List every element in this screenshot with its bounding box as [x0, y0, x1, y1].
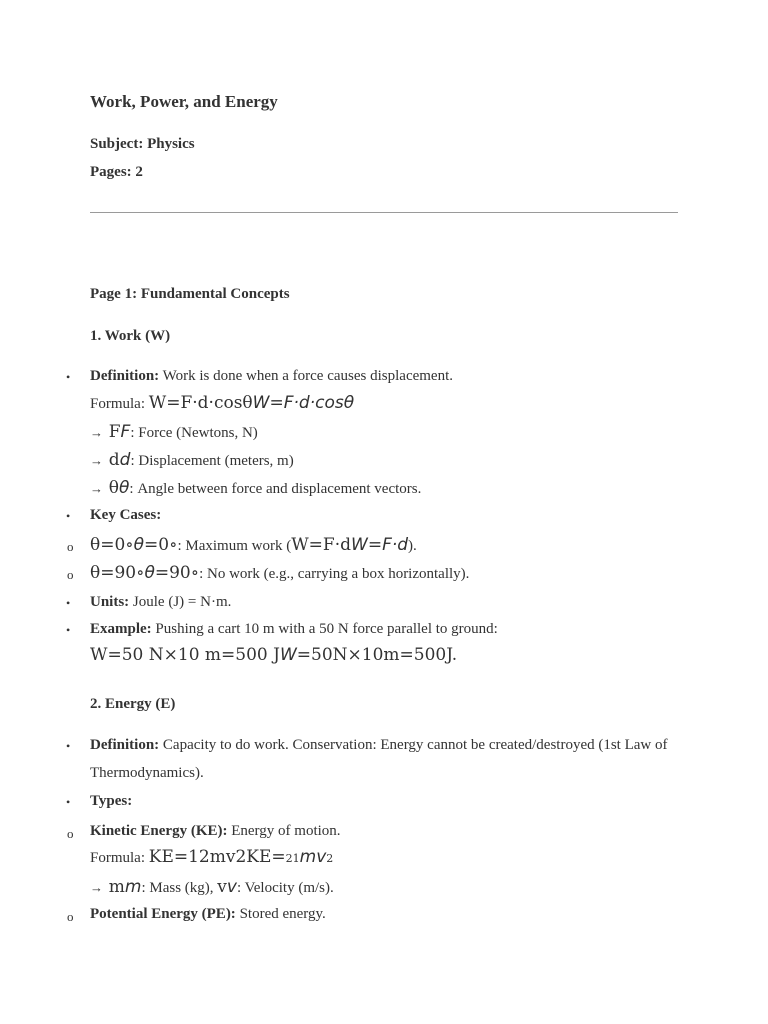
case1-close: ).: [408, 538, 417, 554]
ke-formula-italic: mv: [299, 847, 327, 867]
work-heading: 1. Work (W): [90, 328, 171, 344]
units-line: [90, 594, 231, 611]
circle-bullet-icon: o: [67, 909, 74, 924]
bullet-icon: •: [66, 739, 71, 753]
case2-italic: θ: [144, 563, 155, 583]
work-formula: [90, 393, 354, 413]
disp-text: : Displacement (meters, m): [130, 453, 294, 469]
pe-line: [90, 906, 326, 923]
arrow-right-icon: →: [90, 453, 103, 468]
ke-line: [90, 823, 341, 840]
work-formula-italic: W=F·d·cosθ: [252, 393, 355, 413]
ke-formula-frac: 21: [285, 852, 300, 865]
arrow-right-icon: →: [90, 880, 103, 895]
pages-line: Pages: 2: [90, 164, 143, 180]
circle-bullet-icon: o: [67, 539, 74, 554]
types-label: [90, 793, 132, 810]
bullet-icon: •: [66, 509, 71, 523]
work-angle-line: [90, 478, 421, 498]
ke-formula-rest: KE=: [246, 847, 286, 867]
ke-formula-square: 2: [326, 852, 334, 865]
key-cases-label: [90, 507, 161, 524]
units-text: Joule (J) = N·m.: [129, 594, 232, 610]
ke-text: Energy of motion.: [227, 823, 341, 839]
angle-text: : Angle between force and displacement vectors.: [129, 481, 422, 497]
example-formula: [90, 645, 457, 665]
angle-symbol-italic: θ: [119, 478, 130, 498]
disp-symbol-italic: d: [119, 450, 131, 470]
mass-symbol-italic: m: [124, 877, 142, 897]
horizontal-rule: [90, 212, 678, 213]
types-label-text: Types:: [90, 793, 133, 809]
bullet-icon: •: [66, 795, 71, 809]
case1-plain: θ=0∘: [90, 535, 134, 555]
bullet-icon: •: [66, 623, 71, 637]
pe-label: Potential Energy (PE):: [90, 906, 236, 922]
work-disp-line: [90, 450, 294, 470]
case1-text: : Maximum work (: [177, 538, 292, 554]
ke-formula-plain: KE=12mv2: [148, 847, 247, 867]
force-symbol-italic: F: [120, 422, 131, 442]
mass-symbol-plain: m: [108, 877, 125, 897]
angle-symbol-plain: θ: [108, 478, 119, 498]
vel-text: : Velocity (m/s).: [236, 880, 334, 896]
force-symbol-plain: F: [108, 422, 121, 442]
example-label: Example:: [90, 621, 152, 637]
case2-rest: =90∘: [154, 563, 200, 583]
energy-definition-cont: Thermodynamics).: [90, 765, 204, 781]
example-text: Pushing a cart 10 m with a 50 N force parallel to ground:: [151, 621, 498, 637]
key-cases-label-text: Key Cases:: [90, 507, 162, 523]
vel-symbol-italic: v: [226, 877, 237, 897]
circle-bullet-icon: o: [67, 826, 74, 841]
case1-italic: θ: [133, 535, 145, 555]
example-formula-italic: W: [279, 645, 297, 665]
case1-formula-plain: W=F·d: [291, 535, 352, 555]
arrow-right-icon: →: [90, 425, 103, 440]
bullet-icon: •: [66, 370, 71, 384]
energy-definition-text-1: Capacity to do work. Conservation: Energy cannot be created/destroyed (1st Law of: [159, 737, 668, 753]
work-definition: [90, 368, 453, 385]
circle-bullet-icon: o: [67, 567, 74, 582]
bullet-icon: •: [66, 596, 71, 610]
pe-text: Stored energy.: [235, 906, 326, 922]
arrow-right-icon: →: [90, 481, 103, 496]
work-definition-text: Work is done when a force causes displacement.: [159, 368, 454, 384]
work-formula-plain: W=F·d·cosθ: [148, 393, 253, 413]
case2-text: : No work (e.g., carrying a box horizontally).: [199, 566, 470, 582]
work-formula-label: Formula:: [90, 396, 149, 412]
example-formula-rest: =50N×10m=500J.: [296, 645, 458, 665]
energy-definition: [90, 737, 668, 754]
document-title: Work, Power, and Energy: [90, 92, 278, 111]
ke-label: Kinetic Energy (KE):: [90, 823, 228, 839]
mass-text: : Mass (kg),: [141, 880, 218, 896]
case1-rest: =0∘: [144, 535, 178, 555]
work-definition-label: Definition:: [90, 368, 160, 384]
energy-heading: 2. Energy (E): [90, 696, 176, 712]
work-force-line: [90, 422, 258, 442]
force-text: : Force (Newtons, N): [130, 425, 258, 441]
energy-definition-label: Definition:: [90, 737, 160, 753]
mass-velocity-line: [90, 877, 334, 897]
case-2: [90, 563, 469, 583]
page1-heading: Page 1: Fundamental Concepts: [90, 286, 290, 302]
units-label: Units:: [90, 594, 130, 610]
example-formula-plain: W=50 N×10 m=500 J: [90, 645, 280, 665]
case2-plain: θ=90∘: [90, 563, 145, 583]
example-line: [90, 621, 498, 638]
subject-line: Subject: Physics: [90, 136, 195, 152]
disp-symbol-plain: d: [108, 450, 120, 470]
case1-formula-italic: W=F·d: [351, 535, 409, 555]
ke-formula: [90, 847, 333, 867]
case-1: [90, 535, 417, 555]
ke-formula-label: Formula:: [90, 850, 149, 866]
vel-symbol-plain: v: [217, 877, 227, 897]
